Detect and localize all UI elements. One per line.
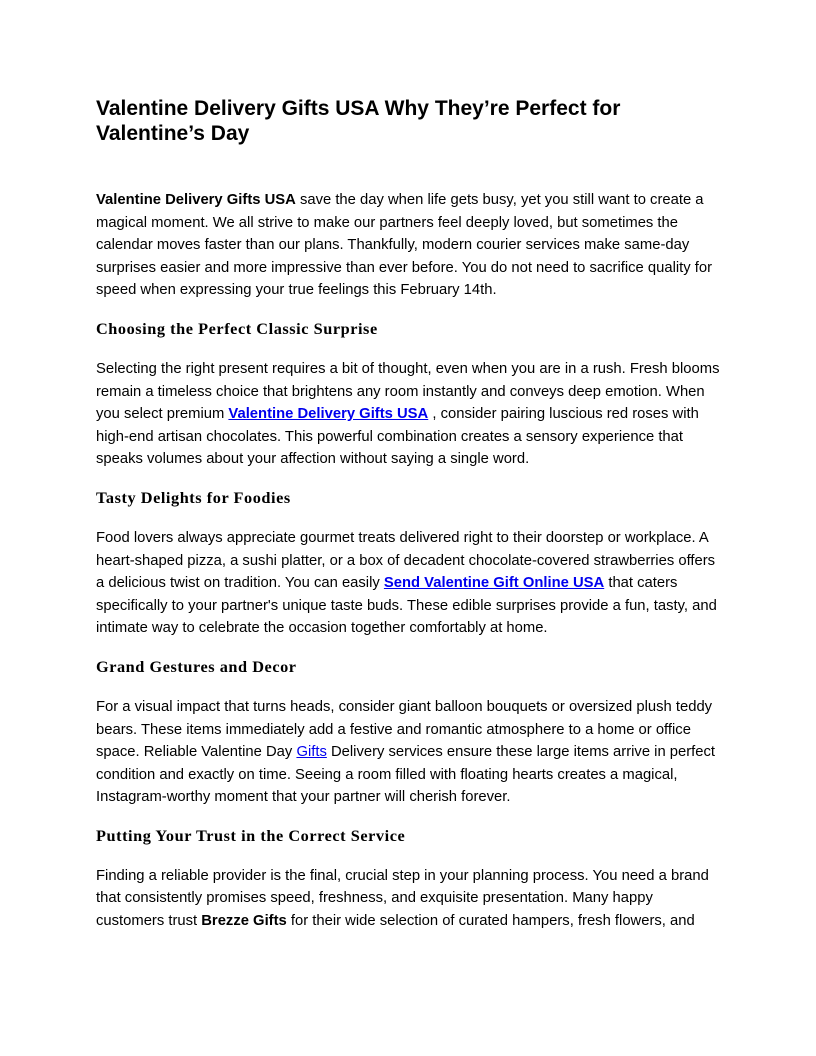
article-title: Valentine Delivery Gifts USA Why They’re Perfect for Valentine’s Day xyxy=(96,97,621,145)
section-heading-classic-surprise: Choosing the Perfect Classic Surprise xyxy=(96,318,378,338)
section-heading-tasty-delights: Tasty Delights for Foodies xyxy=(96,487,291,507)
send-valentine-gift-link[interactable]: Send Valentine Gift Online USA xyxy=(383,575,605,592)
paragraph-text-before: For a visual impact that turns heads, consider giant balloon bouquets or oversized plush teddy bears. These items immediately add a festive and romantic atmosphere to a home or office space. Reliable Valentine Day xyxy=(96,698,713,761)
paragraph-text-before: Selecting the right present requires a bit of thought, even when you are in a rush. Fresh blooms remain a timeless choice that brightens any room instantly and conveys deep emotion. When you select premium xyxy=(96,360,720,423)
gifts-link[interactable]: Gifts xyxy=(296,744,327,761)
section-paragraph-tasty-delights xyxy=(96,527,720,640)
intro-bold-lead: Valentine Delivery Gifts USA xyxy=(96,192,296,208)
section-paragraph-grand-gestures xyxy=(96,696,720,809)
paragraph-text-after: that caters specifically to your partner's unique taste buds. These edible surprises provide a fun, tasty, and intimate way to celebrate the occasion together comfortably at home. xyxy=(96,575,717,637)
paragraph-text-after: Delivery services ensure these large items arrive in perfect condition and exactly on time. Seeing a room filled with floating hearts creates a magical, Instagram-worthy moment that your partner will cherish forever. xyxy=(96,744,716,806)
paragraph-text-after: for their wide selection of curated hampers, fresh flowers, and xyxy=(286,913,695,930)
valentine-delivery-gifts-link[interactable]: Valentine Delivery Gifts USA xyxy=(228,406,429,423)
intro-text: save the day when life gets busy, yet you still want to create a magical moment. We all strive to make our partners feel deeply loved, but sometimes the calendar moves faster than our plans. Thankfully, modern courier services make same-day surprises easier and more impressive than ever before. You do not need to sacrifice quality for speed when expressing your true feelings this February 14th. xyxy=(96,192,713,299)
section-heading-grand-gestures: Grand Gestures and Decor xyxy=(96,656,297,676)
brezze-gifts-bold: Brezze Gifts xyxy=(201,913,287,930)
section-paragraph-classic-surprise xyxy=(96,358,720,471)
paragraph-text-after: , consider pairing luscious red roses with high-end artisan chocolates. This powerful combination creates a sensory experience that speaks volumes about your affection without saying a single word. xyxy=(96,406,699,468)
document-page xyxy=(96,96,720,933)
paragraph-text-before: Finding a reliable provider is the final, crucial step in your planning process. You need a brand that consistently promises speed, freshness, and exquisite presentation. Many happy customers trust xyxy=(96,867,709,930)
section-heading-trust-service: Putting Your Trust in the Correct Service xyxy=(96,825,406,845)
paragraph-text-before: Food lovers always appreciate gourmet treats delivered right to their doorstep or workplace. A heart-shaped pizza, a sushi platter, or a box of decadent chocolate-covered strawberries offers a delicious twist on tradition. You can easily xyxy=(96,529,716,592)
intro-paragraph xyxy=(96,189,720,302)
section-paragraph-trust-service xyxy=(96,865,720,933)
